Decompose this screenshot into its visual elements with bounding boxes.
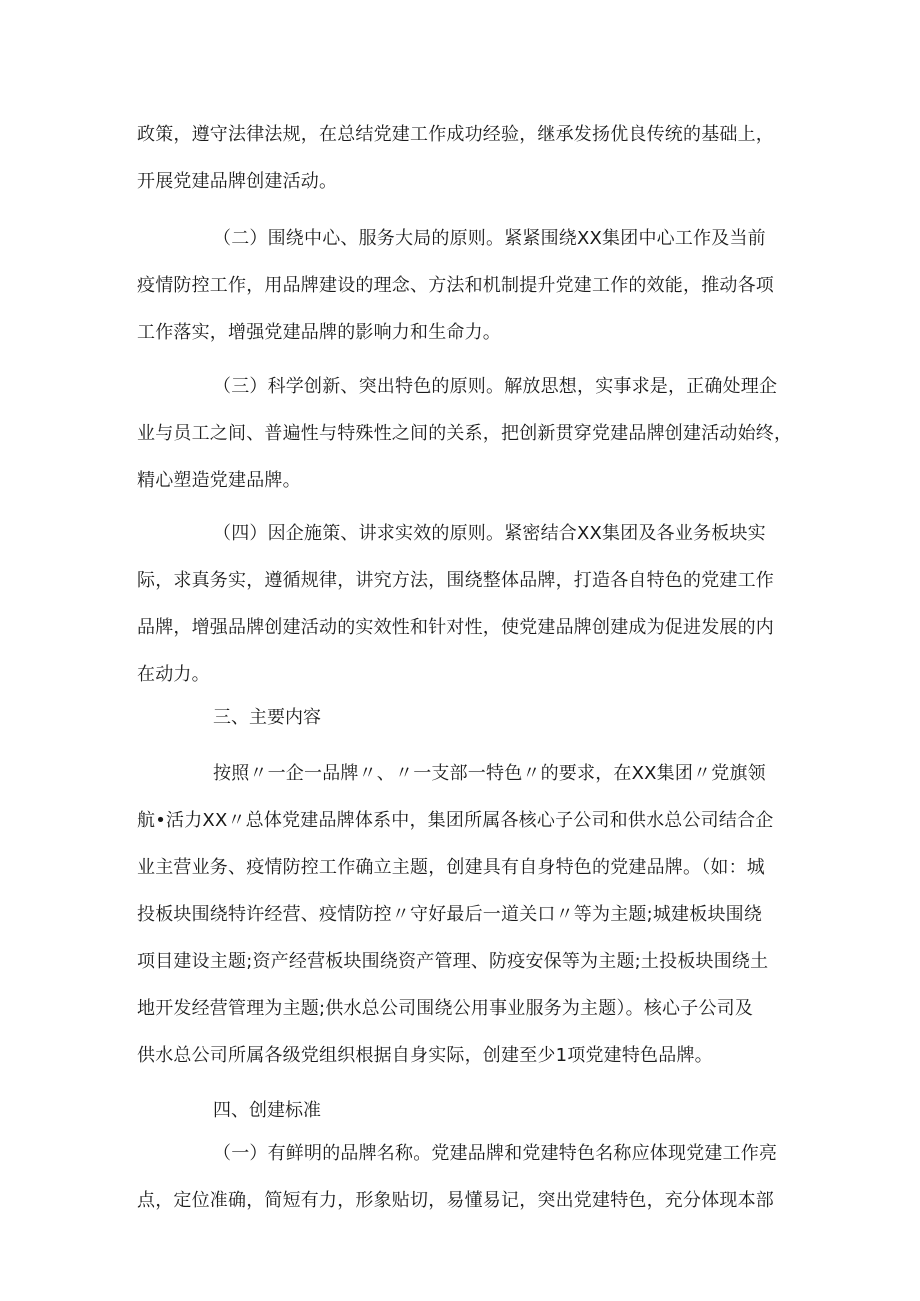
text-line: 供水总公司所属各级党组织根据自身实际，创建至少1项党建特色品牌。: [137, 1045, 713, 1066]
text-line: （二）围绕中心、服务大局的原则。紧紧围绕XX集团中心工作及当前: [213, 228, 766, 249]
text-line: 在动力。: [137, 664, 210, 685]
text-line: 点，定位准确，简短有力，形象贴切，易懂易记，突出党建特色，充分体现本部: [137, 1190, 774, 1211]
text-line: 投板块围绕特许经营、疫情防控〃守好最后一道关口〃等为主题;城建板块围绕: [137, 904, 763, 925]
text-line: 按照〃一企一品牌〃、〃一支部一特色〃的要求，在XX集团〃党旗领: [213, 763, 766, 784]
text-line: 疫情防控工作，用品牌建设的理念、方法和机制提升党建工作的效能，推动各项: [137, 275, 774, 296]
text-line: （三）科学创新、突出特色的原则。解放思想，实事求是，正确处理企: [213, 376, 778, 397]
text-line: 业主营业务、疫情防控工作确立主题，创建具有自身特色的党建品牌。（如：城: [137, 857, 765, 878]
text-line: 精心塑造党建品牌。: [137, 470, 301, 491]
paragraph-main-content: [137, 750, 797, 1079]
paragraph-principle-3: [137, 363, 797, 504]
paragraph-standard-1: [137, 1130, 797, 1224]
text-line: 际，求真务实，遵循规律，讲究方法，围绕整体品牌，打造各自特色的党建工作: [137, 570, 774, 591]
section-heading-standards: 四、创建标准: [213, 1100, 321, 1121]
text-line: 业与员工之间、普遍性与特殊性之间的关系，把创新贯穿党建品牌创建活动始终，: [137, 423, 793, 444]
text-line: 工作落实，增强党建品牌的影响力和生命力。: [137, 322, 501, 343]
paragraph-principle-2: [137, 215, 797, 356]
text-line: 项目建设主题;资产经营板块围绕资产管理、防疫安保等为主题;土投板块围绕土: [137, 951, 769, 972]
text-line: （一）有鲜明的品牌名称。党建品牌和党建特色名称应体现党建工作亮: [213, 1143, 778, 1164]
text-line: 航•活力XX〃总体党建品牌体系中，集团所属各核心子公司和供水总公司结合企: [137, 810, 774, 831]
text-line: （四）因企施策、讲求实效的原则。紧密结合XX集团及各业务板块实: [213, 523, 766, 544]
text-line: 品牌，增强品牌创建活动的实效性和针对性，使党建品牌创建成为促进发展的内: [137, 617, 774, 638]
section-heading-main-content: 三、主要内容: [213, 707, 321, 728]
text-line: 政策，遵守法律法规，在总结党建工作成功经验，继承发扬优良传统的基础上，: [137, 124, 774, 145]
paragraph-principle-4: [137, 510, 797, 698]
paragraph-principles-end: [137, 111, 797, 205]
text-line: 地开发经营管理为主题;供水总公司围绕公用事业服务为主题）。核心子公司及: [137, 998, 754, 1019]
text-line: 开展党建品牌创建活动。: [137, 171, 338, 192]
